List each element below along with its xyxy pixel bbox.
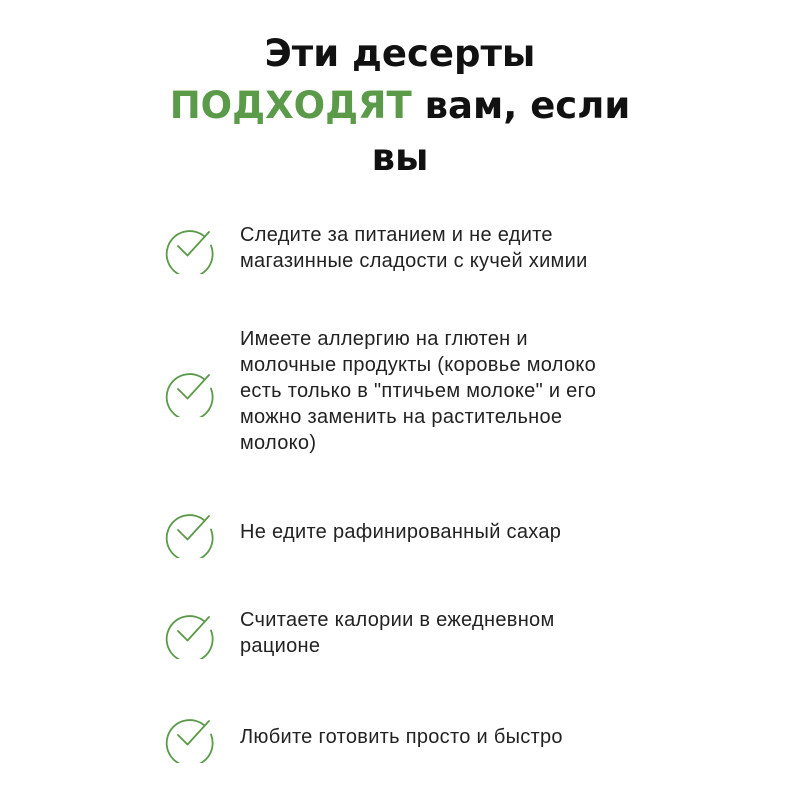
list-item xyxy=(163,222,763,274)
list-item-text: Имеете аллергию на глютен и молочные продукты (коровье молоко есть только в "птичьем молоке" и его можно заменить на растительное молоко) xyxy=(240,328,597,454)
list-item xyxy=(163,326,763,456)
list-item xyxy=(163,607,763,659)
title-line-3: вы xyxy=(371,136,429,179)
check-circle-icon xyxy=(163,222,215,274)
title-line-1: Эти десерты xyxy=(264,32,536,75)
list-item xyxy=(163,711,763,763)
check-circle-icon xyxy=(163,365,215,417)
title-line-2 xyxy=(0,80,800,132)
list-item-text: Следите за питанием и не едите магазинные сладости с кучей химии xyxy=(240,224,588,272)
title-line-2-rest: вам, если xyxy=(411,84,631,127)
title-highlight: ПОДХОДЯТ xyxy=(169,84,412,127)
check-circle-icon xyxy=(163,506,215,558)
check-circle-icon xyxy=(163,607,215,659)
page-title xyxy=(0,28,800,184)
list-item-text: Любите готовить просто и быстро xyxy=(240,726,563,748)
list-item-text: Считаете калории в ежедневном рационе xyxy=(240,609,555,657)
list-item xyxy=(163,506,763,558)
list-item-text: Не едите рафинированный сахар xyxy=(240,521,562,543)
check-circle-icon xyxy=(163,711,215,763)
